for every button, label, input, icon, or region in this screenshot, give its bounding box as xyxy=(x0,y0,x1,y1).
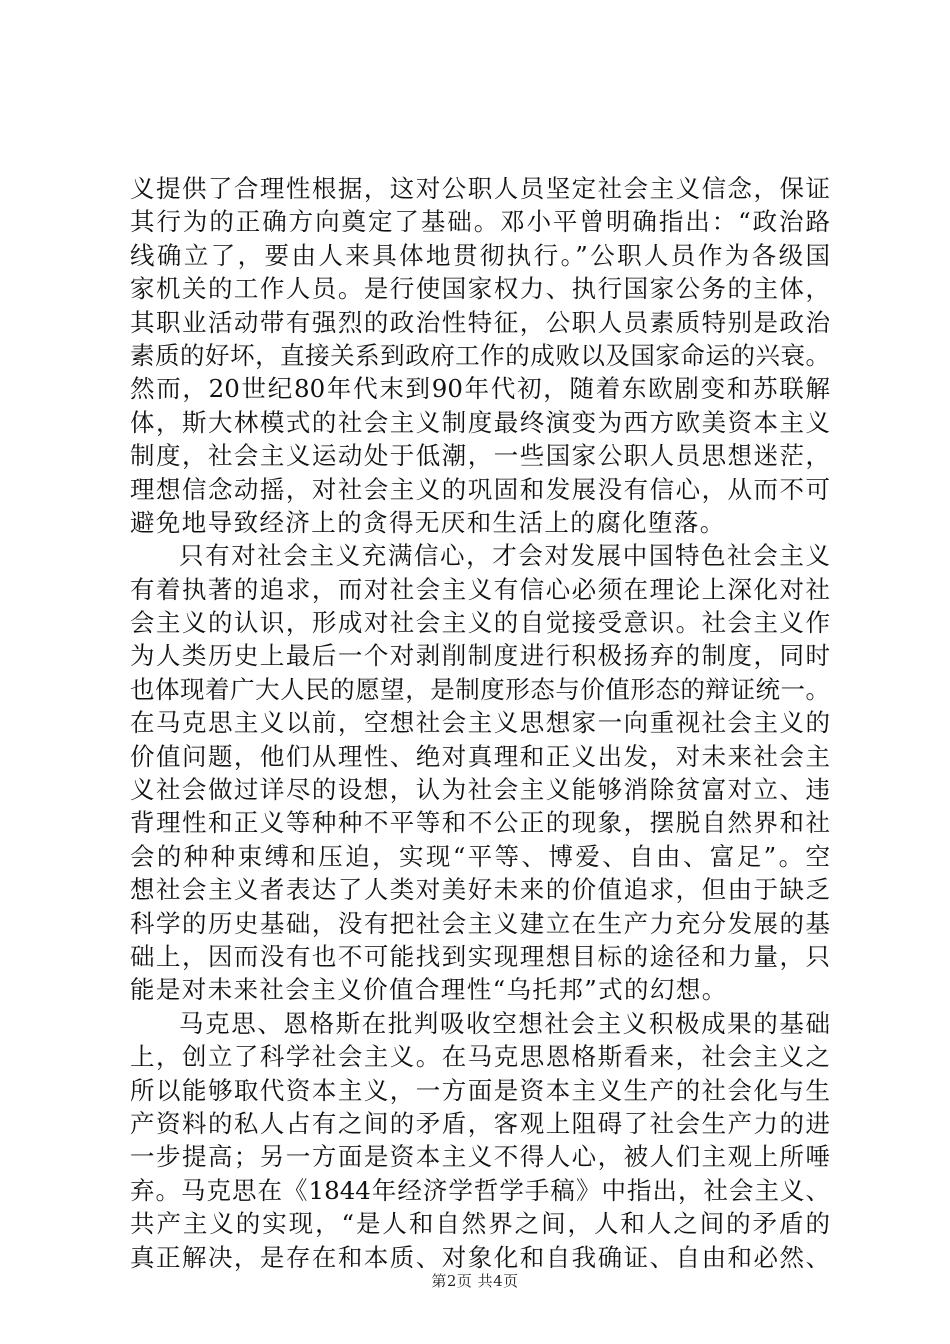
text-line: 然而，20世纪80年代末到90年代初，随着东欧剧变和苏联解 xyxy=(130,374,830,404)
document-body xyxy=(130,172,830,1274)
text-line: 科学的历史基础，没有把社会主义建立在生产力充分发展的基 xyxy=(130,908,830,938)
text-line: 想社会主义者表达了人类对美好未来的价值追求，但由于缺乏 xyxy=(130,875,830,905)
text-line: 只有对社会主义充满信心，才会对发展中国特色社会主义 xyxy=(179,541,830,571)
text-line: 真正解决，是存在和本质、对象化和自我确证、自由和必然、 xyxy=(130,1242,830,1272)
text-line: 能是对未来社会主义价值合理性“乌托邦”式的幻想。 xyxy=(130,975,728,1005)
page-footer xyxy=(0,1270,950,1291)
text-line: 背理性和正义等种种不平等和不公正的现象，摆脱自然界和社 xyxy=(130,808,830,838)
text-line: 弃。马克思在《1844年经济学哲学手稿》中指出，社会主义、 xyxy=(130,1175,830,1205)
text-line: 体，斯大林模式的社会主义制度最终演变为西方欧美资本主义 xyxy=(130,407,830,437)
text-line: 为人类历史上最后一个对剥削制度进行积极扬弃的制度，同时 xyxy=(130,641,830,671)
text-line: 有着执著的追求，而对社会主义有信心必须在理论上深化对社 xyxy=(130,574,830,604)
text-line: 会的种种束缚和压迫，实现“平等、博爱、自由、富足”。空 xyxy=(130,841,830,871)
text-line: 一步提高；另一方面是资本主义不得人心，被人们主观上所唾 xyxy=(130,1142,830,1172)
text-line: 马克思、恩格斯在批判吸收空想社会主义积极成果的基础 xyxy=(179,1008,830,1038)
text-line: 所以能够取代资本主义，一方面是资本主义生产的社会化与生 xyxy=(130,1075,830,1105)
text-line: 共产主义的实现，“是人和自然界之间，人和人之间的矛盾的 xyxy=(130,1209,830,1239)
text-line: 制度，社会主义运动处于低潮，一些国家公职人员思想迷茫， xyxy=(130,441,830,471)
text-line: 其职业活动带有强烈的政治性特征，公职人员素质特别是政治 xyxy=(130,307,830,337)
page-number: 第2页 共4页 xyxy=(431,1272,519,1290)
text-line: 避免地导致经济上的贪得无厌和生活上的腐化堕落。 xyxy=(130,507,726,537)
text-line: 上，创立了科学社会主义。在马克思恩格斯看来，社会主义之 xyxy=(130,1042,830,1072)
text-line: 线确立了，要由人来具体地贯彻执行。”公职人员作为各级国 xyxy=(130,240,830,270)
text-line: 素质的好坏，直接关系到政府工作的成败以及国家命运的兴衰。 xyxy=(130,340,830,370)
text-line: 会主义的认识，形成对社会主义的自觉接受意识。社会主义作 xyxy=(130,608,830,638)
text-line: 其行为的正确方向奠定了基础。邓小平曾明确指出：“政治路 xyxy=(130,207,830,237)
text-line: 家机关的工作人员。是行使国家权力、执行国家公务的主体， xyxy=(130,274,830,304)
text-line: 产资料的私人占有之间的矛盾，客观上阻碍了社会生产力的进 xyxy=(130,1108,830,1138)
text-line: 理想信念动摇，对社会主义的巩固和发展没有信心，从而不可 xyxy=(130,474,830,504)
text-line: 义提供了合理性根据，这对公职人员坚定社会主义信念，保证 xyxy=(130,174,830,203)
text-line: 价值问题，他们从理性、绝对真理和正义出发，对未来社会主 xyxy=(130,741,830,771)
text-line: 在马克思主义以前，空想社会主义思想家一向重视社会主义的 xyxy=(130,708,830,738)
text-line: 义社会做过详尽的设想，认为社会主义能够消除贫富对立、违 xyxy=(130,775,830,805)
text-line: 也体现着广大人民的愿望，是制度形态与价值形态的辩证统一。 xyxy=(130,674,830,704)
text-line: 础上，因而没有也不可能找到实现理想目标的途径和力量，只 xyxy=(130,941,830,971)
